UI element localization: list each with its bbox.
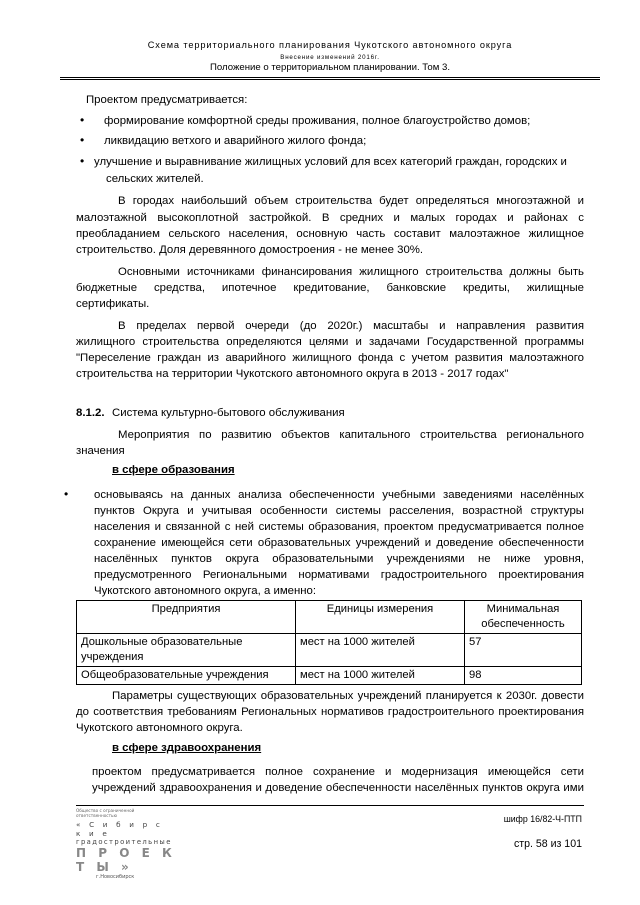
table-header: Предприятия — [77, 601, 296, 634]
education-line: основываясь на данных анализа обеспеченности учебными заведениями населённых — [94, 489, 584, 501]
intro-text: Проектом предусматривается: — [86, 94, 248, 106]
table-cell: Общеобразовательные учреждения — [77, 667, 296, 685]
paragraph-line: В пределах первой очереди (до 2020г.) масштабы и направления развития — [118, 320, 584, 332]
logo-line: « С и б и р с к и е — [76, 820, 164, 838]
section-intro-line: значения — [76, 445, 125, 457]
section-intro-line: Мероприятия по развитию объектов капитального строительства регионального — [118, 429, 584, 441]
table-header: Минимальная обеспеченность — [465, 601, 582, 634]
education-after-line: Чукотского автономного округа. — [76, 722, 243, 734]
table-row — [77, 634, 582, 667]
table-cell: мест на 1000 жителей — [296, 667, 465, 685]
paragraph-line: бюджетные средства, ипотечное кредитование, банковские кредиты, жилищные — [76, 282, 584, 294]
education-table — [76, 600, 582, 685]
bullet-icon: • — [80, 133, 85, 147]
company-logo — [76, 808, 176, 880]
paragraph-line: В городах наибольший объем строительства будет определяться многоэтажной и — [118, 195, 584, 207]
logo-line: градостроительные — [76, 838, 172, 846]
paragraph-line: сертификаты. — [76, 298, 150, 310]
footer-rule — [76, 805, 584, 806]
paragraph-line: "Переселение граждан из аварийного жилищного фонда с учетом развития малоэтажного — [76, 352, 584, 364]
health-heading: в сфере здравоохранения — [112, 742, 262, 754]
education-heading: в сфере образования — [112, 464, 235, 476]
paragraph-line: жилищного строительства определяются целями и задачами Государственной программы — [76, 336, 584, 348]
page-number: стр. 58 из 101 — [513, 838, 582, 850]
paragraph-line: строительства на территории Чукотского автономного округа в 2013 - 2017 годах" — [76, 368, 509, 380]
logo-line: г.Новосибирск — [96, 874, 135, 880]
bullet-item: формирование комфортной среды проживания, полное благоустройство домов; — [104, 115, 531, 127]
bullet-icon: • — [80, 154, 85, 168]
header-volume: Положение о территориальном планировании. Том 3. — [210, 62, 450, 73]
table-row — [77, 667, 582, 685]
section-title: Система культурно-бытового обслуживания — [112, 407, 345, 419]
paragraph-line: строительство. Доля деревянного домостроения - не менее 30%. — [76, 244, 424, 256]
bullet-icon: • — [80, 113, 85, 127]
table-cell: Дошкольные образовательные учреждения — [77, 634, 296, 667]
paragraph-line: преобладанием сельского населения, основную часть составит малоэтажное жилищное — [76, 228, 584, 240]
education-line: населённых пунктов округа образовательными учреждениями не ниже уровня, — [94, 553, 584, 565]
health-line: учреждений здравоохранения и доведение обеспеченности населённых пунктов округа ими — [92, 782, 584, 794]
paragraph-line: малоэтажной высокоплотной застройкой. В средних и малых городах и районах с — [76, 212, 584, 224]
education-line: сохранение имеющейся сети образовательных учреждений и доведение обеспеченности — [94, 537, 584, 549]
education-line: Чукотского автономного округа, а именно: — [94, 585, 317, 597]
bullet-item-cont: сельских жителей. — [106, 173, 204, 185]
education-line: населения и связанной с ней системы образования, проектом предусматривается полное — [94, 521, 584, 533]
education-after-line: Параметры существующих образовательных учреждений планируется к 2030г. довести — [112, 690, 584, 702]
paragraph-line: Основными источниками финансирования жилищного строительства должны быть — [118, 266, 584, 278]
education-after-line: до соответствия требованиям Региональных нормативов градостроительного проектирования — [76, 706, 584, 718]
health-line: проектом предусматривается полное сохранение и модернизация имеющейся сети — [92, 766, 584, 778]
education-line: предусмотренного Региональными нормативами градостроительного проектирования — [94, 569, 584, 581]
table-header-row — [77, 601, 582, 634]
header-rule-2 — [60, 79, 600, 80]
bullet-item: улучшение и выравнивание жилищных условий для всех категорий граждан, городских и — [94, 156, 567, 168]
bullet-item: ликвидацию ветхого и аварийного жилого фонда; — [104, 135, 367, 147]
logo-line: Общество с ограниченной ответственностью — [76, 808, 135, 818]
table-cell: 57 — [465, 634, 582, 667]
document-cipher: шифр 16/82-Ч-ПТП — [503, 814, 582, 824]
section-number: 8.1.2. — [76, 407, 105, 419]
logo-line: П Р О Е К Т Ы » — [76, 846, 176, 874]
header-rule — [60, 77, 600, 78]
table-cell: 98 — [465, 667, 582, 685]
bullet-icon: • — [64, 487, 69, 501]
header-subtitle: Внесение изменений 2016г. — [280, 54, 380, 61]
header-title: Схема территориального планирования Чукотского автономного округа — [147, 40, 513, 50]
table-cell: мест на 1000 жителей — [296, 634, 465, 667]
education-line: пунктов Округа и учитывая особенности системы расселения, возрастной структуры — [94, 505, 584, 517]
table-header: Единицы измерения — [296, 601, 465, 634]
